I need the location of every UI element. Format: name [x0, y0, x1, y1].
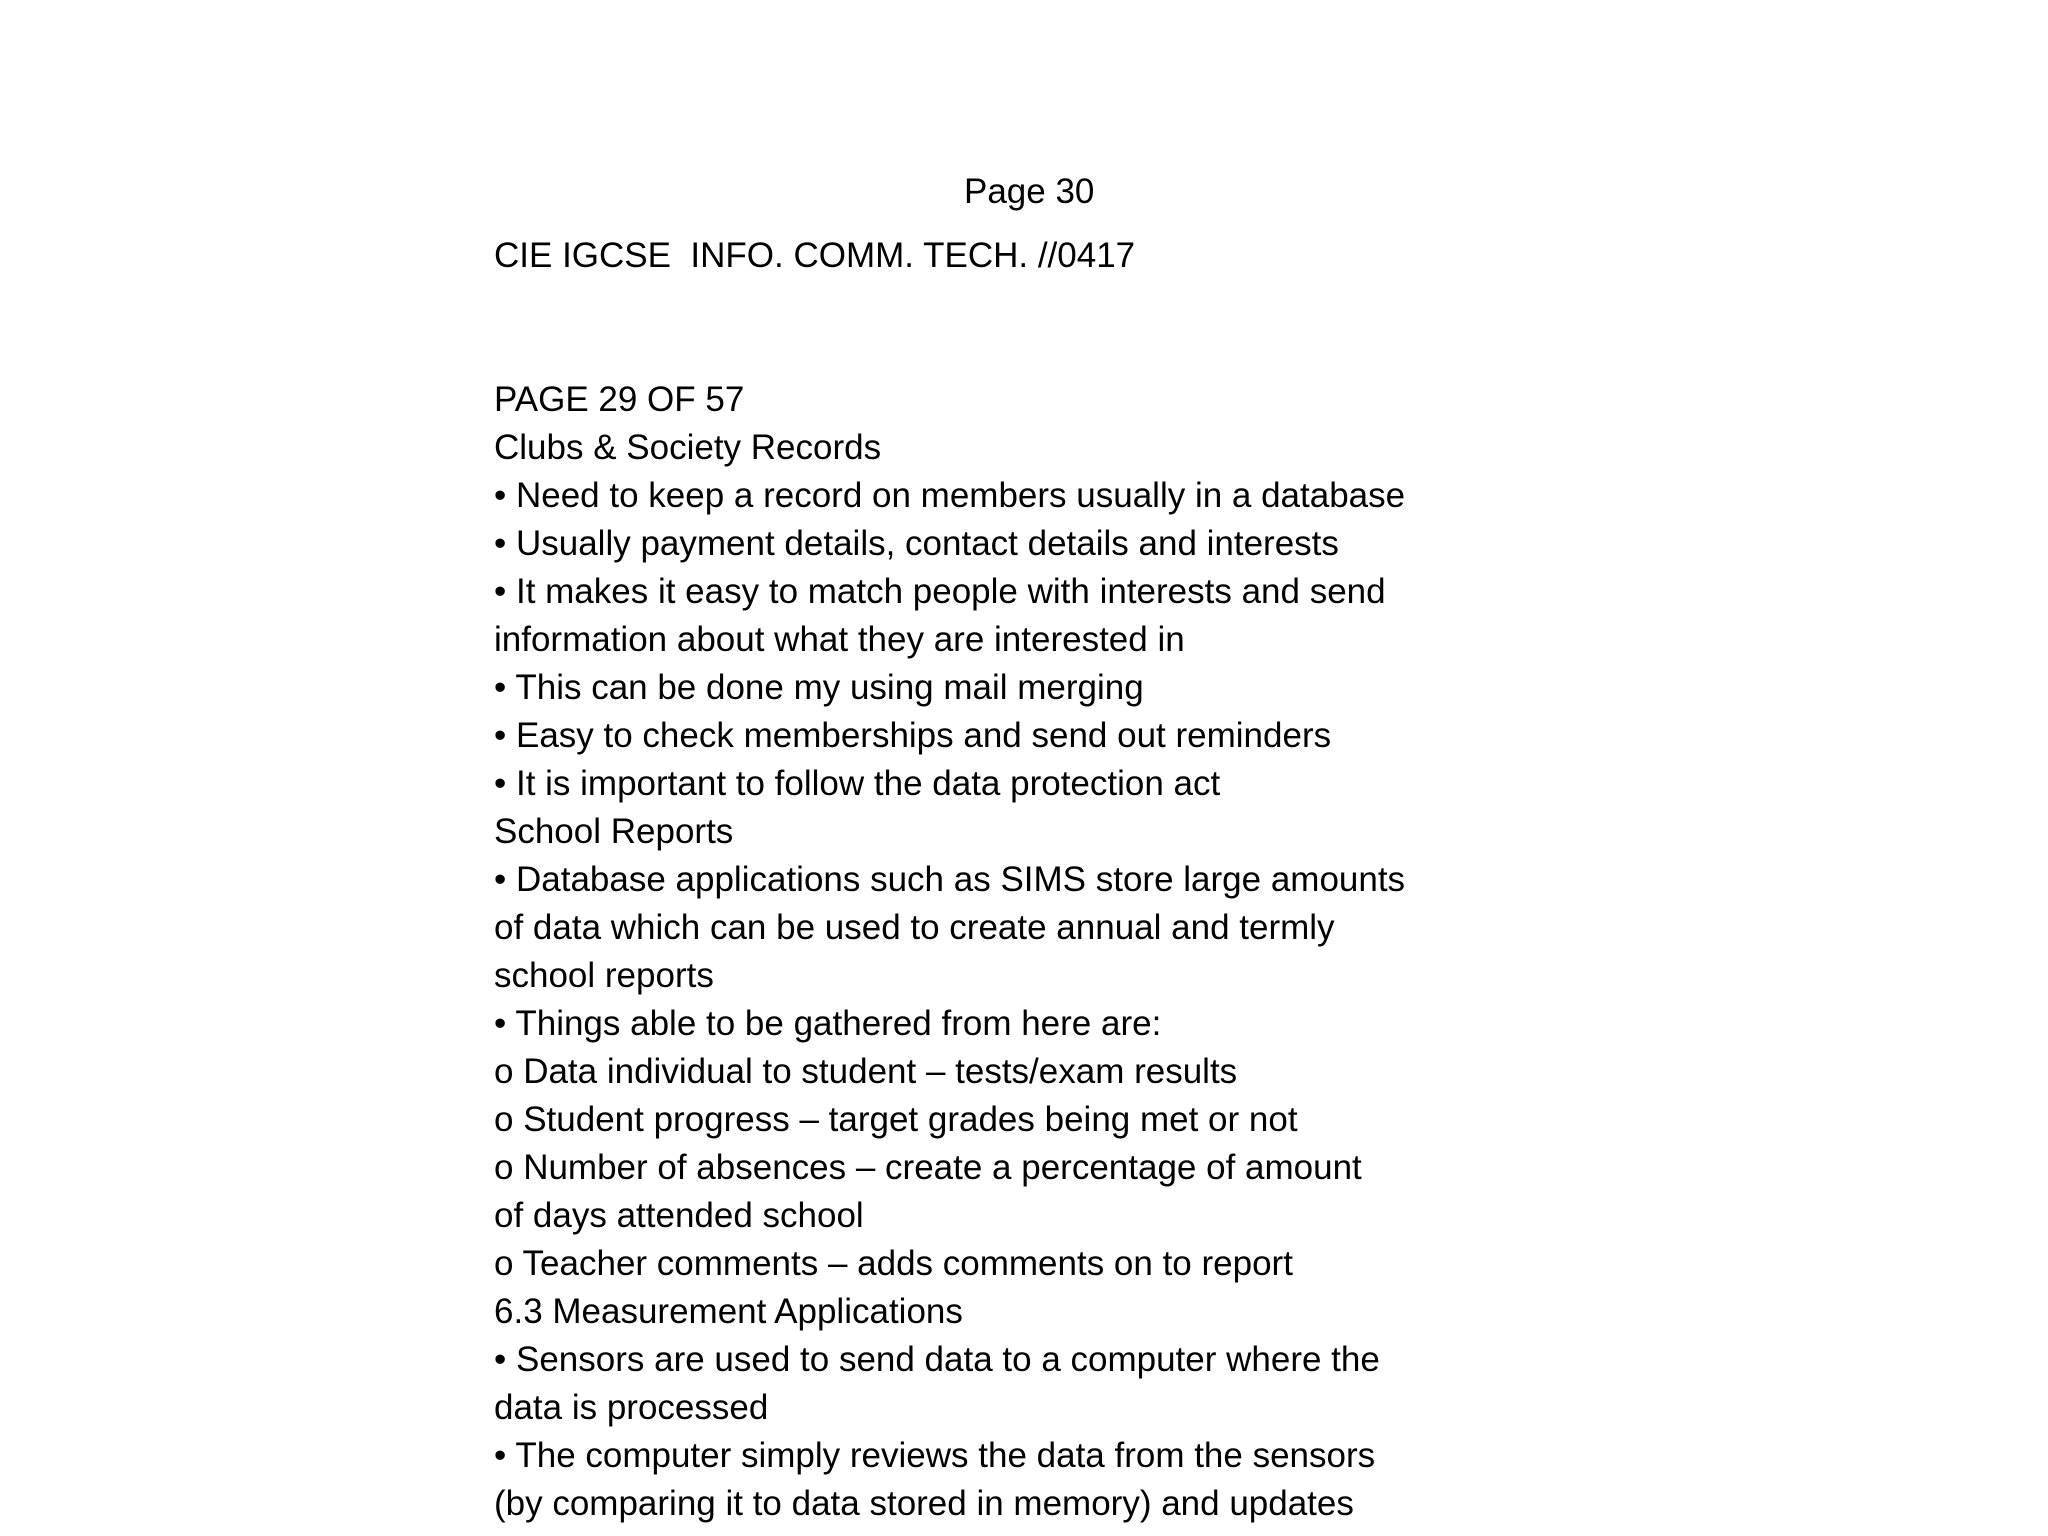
body-line: o Number of absences – create a percentage of amount — [494, 1148, 1362, 1187]
body-line: • It is important to follow the data protection act — [494, 764, 1221, 803]
body-line: o Student progress – target grades being met or not — [494, 1100, 1298, 1139]
section-heading-clubs: Clubs & Society Records — [494, 428, 882, 467]
body-line: • Database applications such as SIMS store large amounts — [494, 860, 1406, 899]
body-line: • Need to keep a record on members usually in a database — [494, 476, 1406, 515]
body-line: • It makes it easy to match people with interests and send — [494, 572, 1386, 611]
body-line: o Data individual to student – tests/exam results — [494, 1052, 1238, 1091]
body-line: data is processed — [494, 1388, 769, 1427]
body-line: • This can be done my using mail merging — [494, 668, 1144, 707]
body-line: • Usually payment details, contact details and interests — [494, 524, 1339, 563]
body-line: (by comparing it to data stored in memory) and updates — [494, 1484, 1354, 1523]
body-line: of data which can be used to create annual and termly — [494, 908, 1335, 947]
page-number-label: Page 30 — [964, 172, 1095, 211]
section-heading-school-reports: School Reports — [494, 812, 734, 851]
body-line: of days attended school — [494, 1196, 864, 1235]
page-count-line: PAGE 29 OF 57 — [494, 380, 745, 419]
body-line: • The computer simply reviews the data from the sensors — [494, 1436, 1376, 1475]
body-line: • Sensors are used to send data to a computer where the — [494, 1340, 1380, 1379]
body-line: • Easy to check memberships and send out reminders — [494, 716, 1332, 755]
body-line: o Teacher comments – adds comments on to report — [494, 1244, 1293, 1283]
body-line: school reports — [494, 956, 714, 995]
body-line: • Things able to be gathered from here are: — [494, 1004, 1162, 1043]
section-heading-measurement: 6.3 Measurement Applications — [494, 1292, 963, 1331]
document-body — [494, 376, 1494, 1528]
document-header: CIE IGCSE INFO. COMM. TECH. //0417 — [494, 236, 1136, 275]
body-line: information about what they are interested in — [494, 620, 1185, 659]
